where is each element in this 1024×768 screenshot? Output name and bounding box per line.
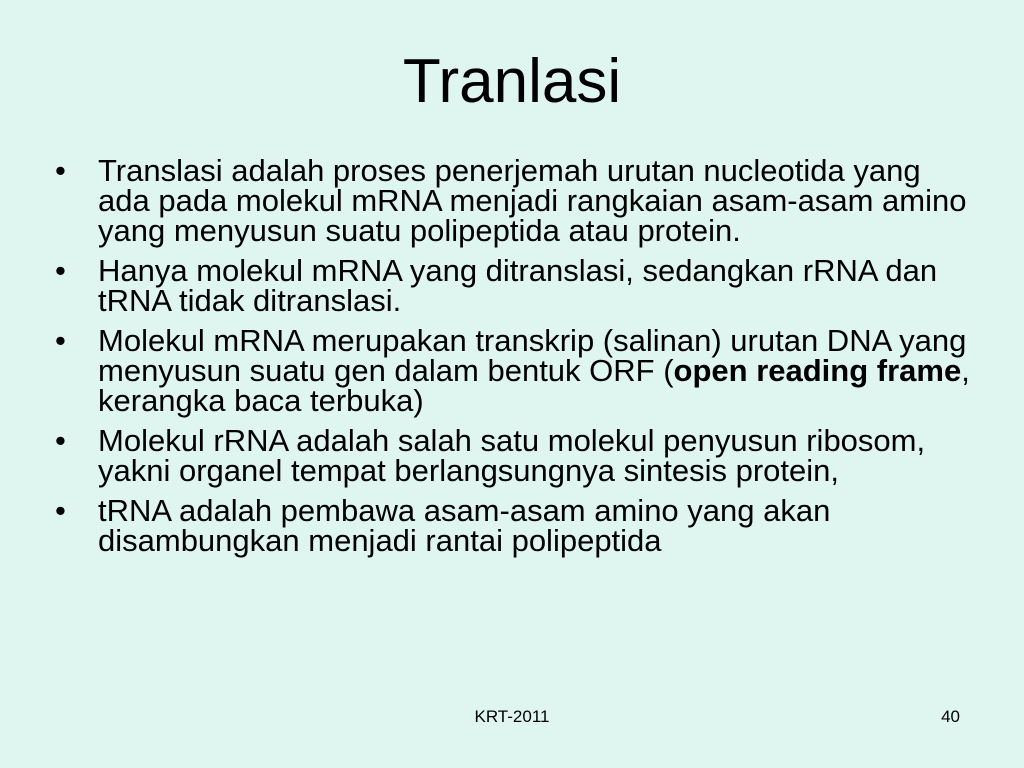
list-item <box>55 493 970 558</box>
bullet-icon: • <box>55 423 66 458</box>
bullet-icon: • <box>55 493 66 528</box>
bullet-text: Molekul rRNA adalah salah satu molekul penyusun ribosom, yakni organel tempat berlangsungnya sintesis protein, <box>98 423 926 488</box>
bold-term: open reading frame <box>673 353 962 388</box>
list-item <box>55 253 970 318</box>
bullet-icon: • <box>55 253 66 288</box>
bullet-text: tRNA adalah pembawa asam-asam amino yang akan disambungkan menjadi rantai polipeptida <box>98 493 831 558</box>
bullet-icon: • <box>55 153 66 188</box>
slide-title: Tranlasi <box>402 47 622 116</box>
page-number: 40 <box>941 707 960 726</box>
bullet-icon: • <box>55 323 66 358</box>
bullet-text-part: , kerangka baca terbuka) <box>98 353 970 418</box>
footer-label: KRT-2011 <box>474 707 550 726</box>
bullet-text: Translasi adalah proses penerjemah urutan nucleotida yang ada pada molekul mRNA menjadi rangkaian asam-asam amino yang menyusun suatu polipeptida atau protein. <box>98 153 967 248</box>
list-item <box>55 423 970 488</box>
list-item <box>55 323 970 418</box>
bullet-text-part: Molekul mRNA merupakan transkrip (salinan) urutan DNA yang menyusun suatu gen dalam bentuk ORF ( <box>98 323 967 388</box>
bullet-list <box>55 153 970 566</box>
list-item <box>55 153 970 248</box>
bullet-text: Hanya molekul mRNA yang ditranslasi, sedangkan rRNA dan tRNA tidak ditranslasi. <box>98 253 938 318</box>
